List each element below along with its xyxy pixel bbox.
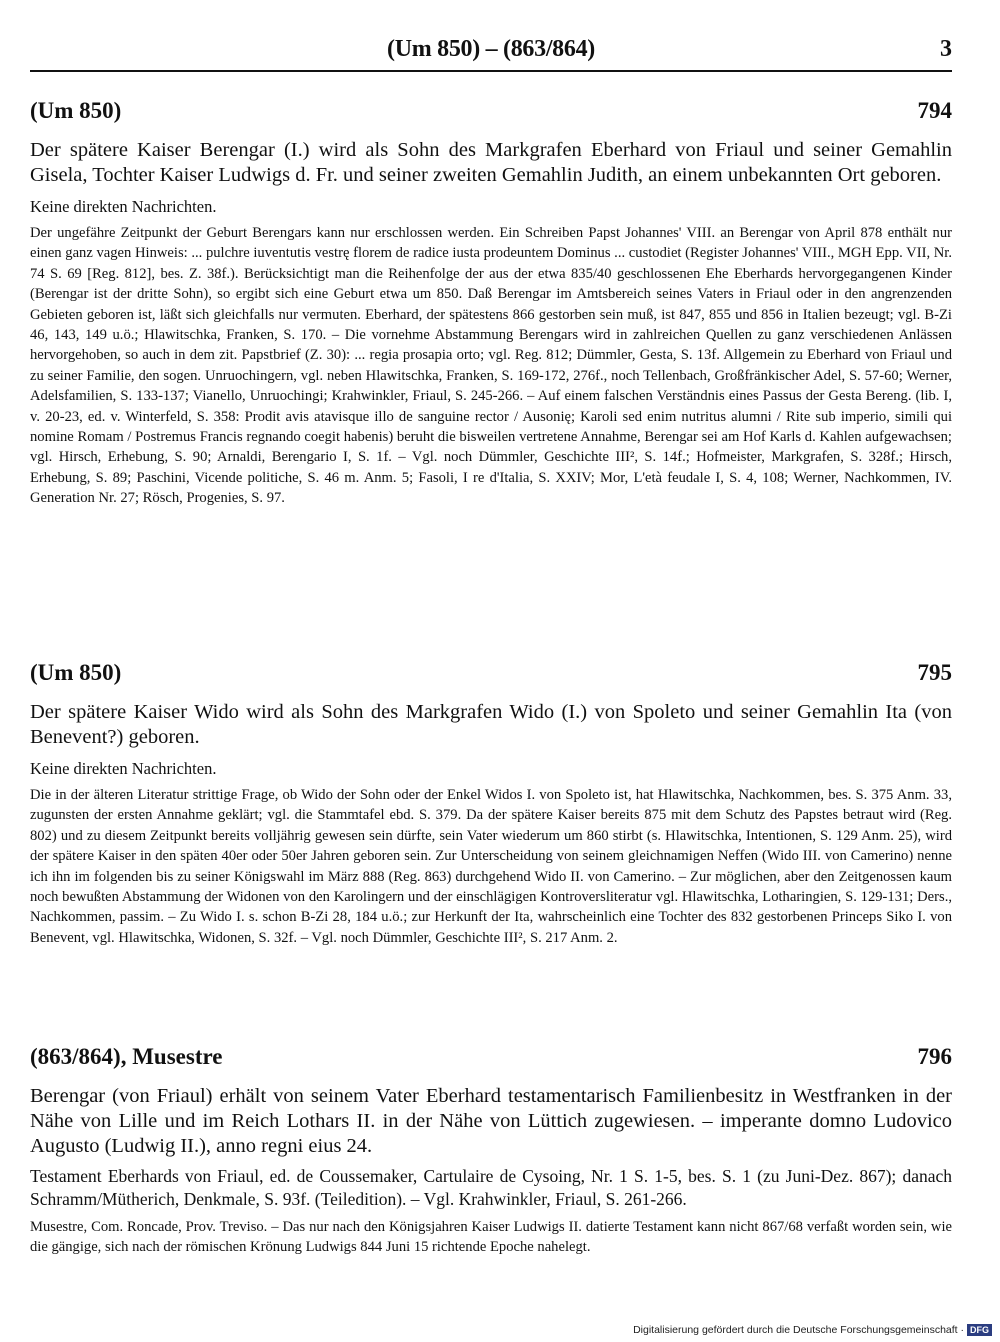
entry-date: (Um 850) <box>30 660 122 685</box>
dfg-logo: DFG <box>967 1324 992 1336</box>
entry-number: 795 <box>917 660 952 685</box>
entry-date: (863/864), Musestre <box>30 1044 223 1069</box>
entry-794 <box>30 98 952 509</box>
commentary-text: Die in der älteren Literatur strittige Frage, ob Wido der Sohn oder der Enkel Widos I. von Spoleto ist, hat Hlawitschka, Nachkommen, bes. S. 375 Anm. 33, zugunsten der ersten Annahme geklärt; vgl. die Stammtafel ebd. S. 379. Da der spätere Kaiser bereits 875 mit dem Schutz des Papstes betraut wird (Reg. 802) und zu diesem Zeitpunkt bereits volljährig gewesen sein dürfte, sein Vater wiederum um 860 stirbt (s. Hlawitschka, Intentionen, S. 129 Anm. 25), wird der spätere Kaiser in den späten 40er oder 50er Jahren geboren sein. Zur Unterscheidung von seinem gleichnamigen Neffen (Wido III. von Camerino) nenne ich ihn im folgenden bis zu seiner Königswahl im März 888 (Reg. 863) durchgehend Wido II. von Camerino. – Zur möglichen, aber den Zeitgenossen kaum noch bewußten Abstammung der Widonen von den Karolingern und der einschlägigen Kontroversliteratur vgl. Hlawitschka, Lotharingien, S. 129-131; Ders., Nachkommen, passim. – Zu Wido I. s. schon B-Zi 28, 184 u.ö.; zur Herkunft der Ita, wahrscheinlich eine Tochter des 832 gestorbenen Princeps Siko I. von Benevent, vgl. Hlawitschka, Widonen, S. 32f. – Vgl. noch Dümmler, Geschichte III², S. 217 Anm. 2. <box>30 787 952 946</box>
entry-heading <box>30 1044 952 1078</box>
entry-number: 796 <box>917 1044 952 1069</box>
page-number: 3 <box>940 36 952 62</box>
tradition-note: Keine direkten Nachrichten. <box>30 759 217 778</box>
footer-text: Digitalisierung gefördert durch die Deutsche Forschungsgemeinschaft · <box>633 1324 964 1336</box>
entry-heading <box>30 660 952 694</box>
entry-795 <box>30 660 952 948</box>
commentary-text: Musestre, Com. Roncade, Prov. Treviso. – Das nur nach den Königsjahren Kaiser Ludwigs II. datierte Testament kann nicht 867/68 verfaßt worden sein, wie die gängige, sich nach der römischen Krönung Ludwigs 844 Juni 15 richtende Epoche nahelegt. <box>30 1219 952 1256</box>
page-header <box>30 36 952 72</box>
digitization-footer <box>633 1324 992 1336</box>
entry-796 <box>30 1044 952 1258</box>
commentary-text: Der ungefähre Zeitpunkt der Geburt Berengars kann nur erschlossen werden. Ein Schreiben Papst Johannes' VIII. an Berengar von April 878 enthält nur einen ganz vagen Hinweis: ... pulchre iuventutis vestrę florem de radice iusta prodeuntem Dominus ... custodiet (Register Johannes' VIII., MGH Epp. VII, Nr. 74 S. 69 [Reg. 812], bes. Z. 38f.). Berücksichtigt man die Reihenfolge der aus der etwa 835/40 geschlossenen Ehe Eberhards hervorgegangenen Kinder (Berengar ist der dritte Sohn), so ergibt sich eine Geburt etwa um 850. Daß Berengar im Amtsbereich seines Vaters in Friaul oder in den angrenzenden Gebieten geboren ist, läßt sich gleichfalls nur vermuten. Eberhard, der spätestens 866 gestorben sein muß, ist 847, 855 und 856 in Italien bezeugt; vgl. B-Zi 46, 143, 149 u.ö.; Hlawitschka, Franken, S. 170. – Die vornehme Abstammung Berengars wird in zahlreichen Quellen zu ganz verschiedenen Anlässen hervorgehoben, so auch in dem zit. Papstbrief (Z. 30): ... regia prosapia orto; vgl. Reg. 812; Dümmler, Gesta, S. 13f. Allgemein zu Eberhard von Friaul und zu seiner Familie, den sogen. Unruochingern, vgl. neben Hlawitschka, Franken, S. 169-172, 276f., noch Tellenbach, Großfränkischer Adel, S. 57-60; Werner, Adelsfamilien, S. 133-137; Vianello, Unruochingi; Krahwinkler, Friaul, S. 245-266. – Auf einem falschen Verständnis eines Passus der Gesta Bereng. (lib. I, v. 20-23, ed. v. Winterfeld, S. 358: Prodit avis atavisque illo de sanguine rector / Ausonię; Karoli sed enim nutritus alumni / Rite sub imperio, simili qui nomine Romam / Postremus Francis regnando coegit habenis) beruht die bisweilen vertretene Annahme, Berengar sei am Hof Karls d. Kahlen aufgewachsen; vgl. Hirsch, Erhebung, S. 90; Arnaldi, Berengario I, S. 1f. – Vgl. noch Dümmler, Geschichte III², S. 14f.; Hofmeister, Markgrafen, S. 328f.; Hirsch, Erhebung, S. 89; Paschini, Vicende politiche, S. 46 m. Anm. 5; Fasoli, I re d'Italia, S. XXIV; Mor, L'età feudale I, S. 4, 108; Werner, Nachkommen, IV. Generation Nr. 27; Rösch, Progenies, S. 97. <box>30 225 952 507</box>
regest-text: Der spätere Kaiser Berengar (I.) wird als Sohn des Markgrafen Eberhard von Friaul und seiner Gemahlin Gisela, Tochter Kaiser Ludwigs d. Fr. und seiner zweiten Gemahlin Judith, an einem unbekannten Ort geboren. <box>30 139 952 186</box>
tradition-note: Keine direkten Nachrichten. <box>30 197 217 216</box>
running-head: (Um 850) – (863/864) <box>387 36 595 62</box>
regest-text: Berengar (von Friaul) erhält von seinem Vater Eberhard testamentarisch Familienbesitz in Westfranken in der Nähe von Lille und im Reich Lothars II. in der Nähe von Lüttich zugewiesen. – imperante domno Ludovico Augusto (Ludwig II.), anno regni eius 24. <box>30 1085 952 1157</box>
entry-number: 794 <box>917 98 952 123</box>
regest-text: Der spätere Kaiser Wido wird als Sohn des Markgrafen Wido (I.) von Spoleto und seiner Gemahlin Ita (von Benevent?) geboren. <box>30 701 952 748</box>
entry-date: (Um 850) <box>30 98 122 123</box>
entry-heading <box>30 98 952 132</box>
tradition-note: Testament Eberhards von Friaul, ed. de Coussemaker, Cartulaire de Cysoing, Nr. 1 S. 1-5, bes. S. 1 (zu Juni-Dez. 867); danach Schramm/Mütherich, Denkmale, S. 93f. (Teiledition). – Vgl. Krahwinkler, Friaul, S. 261-266. <box>30 1166 952 1209</box>
